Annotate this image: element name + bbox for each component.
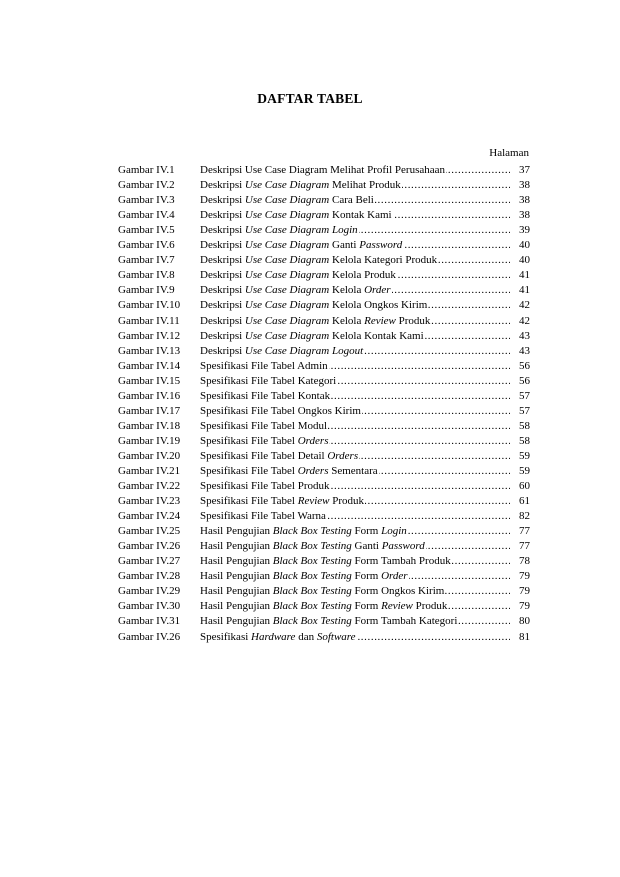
entry-text-segment: Form Tambah Produk — [351, 555, 451, 568]
list-item — [118, 358, 530, 373]
list-item — [118, 222, 530, 237]
entry-description — [200, 284, 510, 297]
entry-text-segment: Orders — [297, 434, 329, 447]
entry-page-number: 40 — [510, 254, 530, 267]
entry-description — [200, 179, 510, 192]
list-item — [118, 418, 530, 433]
list-item — [118, 282, 530, 297]
entry-label: Gambar IV.4 — [118, 209, 175, 222]
entry-text-segment: Hardware — [251, 630, 296, 643]
entry-page-number: 58 — [510, 435, 530, 448]
entry-label: Gambar IV.11 — [118, 314, 180, 327]
table-list — [118, 162, 530, 644]
entry-text-segment: Black Box Testing — [272, 540, 352, 553]
entry-description — [200, 330, 510, 343]
entry-description — [200, 269, 510, 282]
entry-text-segment: Spesifikasi — [200, 630, 252, 643]
entry-text-segment: Black Box Testing — [272, 585, 352, 598]
page-title: DAFTAR TABEL — [257, 91, 363, 106]
entry-description — [200, 299, 510, 312]
entry-text-segment: Kelola Kategori Produk — [329, 254, 438, 267]
entry-text-segment: Password — [381, 540, 425, 553]
entry-label: Gambar IV.7 — [118, 254, 175, 267]
entry-text-segment: Spesifikasi File Tabel Kategori — [200, 374, 337, 387]
entry-text-segment: Black Box Testing — [272, 555, 352, 568]
entry-label: Gambar IV.6 — [118, 239, 175, 252]
entry-text-segment: Use Case Diagram — [244, 314, 330, 327]
entry-text-segment: Deskripsi — [200, 269, 245, 282]
entry-text-segment: Kelola — [329, 284, 365, 297]
entry-label: Gambar IV.13 — [118, 344, 181, 357]
entry-page-number: 59 — [510, 465, 530, 478]
entry-label: Gambar IV.1 — [118, 164, 175, 177]
list-item — [118, 583, 530, 598]
list-item — [118, 207, 530, 222]
list-item — [118, 162, 530, 177]
entry-description — [200, 631, 510, 644]
entry-page-number: 56 — [510, 360, 530, 373]
entry-page-number: 43 — [510, 330, 530, 343]
entry-text-segment: Produk — [412, 600, 448, 613]
entry-description — [200, 450, 510, 463]
entry-text-segment: Deskripsi — [200, 209, 245, 222]
entry-page-number: 41 — [510, 284, 530, 297]
entry-description — [200, 405, 510, 418]
entry-text-segment: Cara Beli — [329, 194, 374, 207]
entry-text-segment: Melihat Produk — [329, 179, 401, 192]
entry-page-number: 38 — [510, 179, 530, 192]
entry-text-segment: Password — [359, 239, 403, 252]
entry-text-segment: Spesifikasi File Tabel Admin — [200, 359, 328, 372]
entry-text-segment: Use Case Diagram Logout — [244, 344, 364, 357]
entry-page-number: 42 — [510, 299, 530, 312]
list-item — [118, 328, 530, 343]
entry-page-number: 78 — [510, 555, 530, 568]
entry-text-segment: Hasil Pengujian — [200, 600, 273, 613]
entry-description — [200, 570, 510, 583]
entry-description — [200, 495, 510, 508]
list-item — [118, 568, 530, 583]
list-item — [118, 297, 530, 312]
entry-label: Gambar IV.26 — [118, 540, 181, 553]
list-item — [118, 373, 530, 388]
page-column-header: Halaman — [489, 147, 529, 159]
list-item — [118, 508, 530, 523]
entry-text-segment: Deskripsi — [200, 314, 245, 327]
entry-description — [200, 420, 510, 433]
entry-text-segment: Kontak Kami — [329, 209, 392, 222]
entry-label: Gambar IV.30 — [118, 600, 181, 613]
entry-text-segment: Black Box Testing — [272, 525, 352, 538]
entry-page-number: 37 — [510, 164, 530, 177]
entry-label: Gambar IV.8 — [118, 269, 175, 282]
entry-text-segment: Use Case Diagram — [244, 329, 330, 342]
entry-label: Gambar IV.19 — [118, 434, 181, 447]
entry-description — [200, 224, 510, 237]
entry-text-segment: Review — [297, 495, 330, 508]
entry-description — [200, 164, 510, 177]
entry-text-segment: Use Case Diagram — [244, 269, 330, 282]
entry-label: Gambar IV.23 — [118, 495, 181, 508]
entry-description — [200, 345, 510, 358]
entry-page-number: 39 — [510, 224, 530, 237]
entry-description — [200, 254, 510, 267]
entry-text-segment: Deskripsi — [200, 239, 245, 252]
entry-page-number: 58 — [510, 420, 530, 433]
entry-page-number: 61 — [510, 495, 530, 508]
entry-text-segment: Hasil Pengujian — [200, 540, 273, 553]
entry-text-segment: Produk — [329, 495, 365, 508]
entry-description — [200, 480, 510, 493]
entry-label: Gambar IV.14 — [118, 359, 181, 372]
entry-label: Gambar IV.17 — [118, 404, 181, 417]
entry-page-number: 38 — [510, 209, 530, 222]
entry-label: Gambar IV.27 — [118, 555, 181, 568]
list-item — [118, 192, 530, 207]
entry-page-number: 59 — [510, 450, 530, 463]
entry-text-segment: Produk — [395, 314, 431, 327]
list-item — [118, 343, 530, 358]
list-item — [118, 433, 530, 448]
entry-text-segment: Form — [351, 570, 382, 583]
list-item — [118, 463, 530, 478]
entry-text-segment: Use Case Diagram — [244, 239, 330, 252]
entry-text-segment: Orders — [297, 464, 329, 477]
entry-page-number: 42 — [510, 315, 530, 328]
entry-description — [200, 209, 510, 222]
entry-text-segment: Review — [381, 600, 413, 613]
list-item — [118, 252, 530, 267]
list-item — [118, 553, 530, 568]
entry-text-segment: Deskripsi — [200, 194, 245, 207]
entry-description — [200, 615, 510, 628]
entry-text-segment: Deskripsi — [200, 344, 245, 357]
entry-text-segment: Black Box Testing — [272, 570, 352, 583]
entry-label: Gambar IV.28 — [118, 570, 181, 583]
list-item — [118, 177, 530, 192]
entry-description — [200, 239, 510, 252]
entry-label: Gambar IV.10 — [118, 299, 181, 312]
entry-text-segment: Black Box Testing — [272, 600, 352, 613]
entry-text-segment: Deskripsi — [200, 254, 245, 267]
entry-text-segment: Use Case Diagram — [244, 179, 330, 192]
entry-text-segment: Spesifikasi File Tabel — [200, 495, 298, 508]
entry-description — [200, 315, 510, 328]
list-item — [118, 493, 530, 508]
entry-text-segment: Spesifikasi File Tabel Kontak — [200, 389, 331, 402]
entry-page-number: 43 — [510, 345, 530, 358]
entry-text-segment: Deskripsi — [200, 329, 245, 342]
entry-page-number: 57 — [510, 390, 530, 403]
entry-description — [200, 540, 510, 553]
entry-page-number: 77 — [510, 525, 530, 538]
entry-text-segment: Deskripsi Use Case Diagram Melihat Profil Perusahaan — [200, 164, 445, 177]
entry-label: Gambar IV.3 — [118, 194, 175, 207]
entry-label: Gambar IV.9 — [118, 284, 175, 297]
entry-page-number: 79 — [510, 585, 530, 598]
list-item — [118, 312, 530, 327]
entry-text-segment: Hasil Pengujian — [200, 570, 273, 583]
entry-description — [200, 510, 510, 523]
entry-label: Gambar IV.5 — [118, 224, 175, 237]
entry-text-segment: Hasil Pengujian — [200, 555, 273, 568]
entry-text-segment: Use Case Diagram — [244, 299, 330, 312]
entry-text-segment: Hasil Pengujian — [200, 615, 273, 628]
entry-text-segment: Hasil Pengujian — [200, 525, 273, 538]
list-item — [118, 538, 530, 553]
entry-text-segment: Use Case Diagram — [244, 254, 330, 267]
entry-text-segment: Form Ongkos Kirim — [351, 585, 445, 598]
entry-page-number: 38 — [510, 194, 530, 207]
entry-text-segment: Spesifikasi File Tabel — [200, 464, 298, 477]
entry-text-segment: Spesifikasi File Tabel Produk — [200, 480, 330, 493]
entry-description — [200, 435, 510, 448]
list-item — [118, 403, 530, 418]
entry-text-segment: Form Tambah Kategori — [351, 615, 458, 628]
entry-label: Gambar IV.22 — [118, 480, 181, 493]
entry-text-segment: Form — [351, 600, 382, 613]
entry-label: Gambar IV.24 — [118, 510, 181, 523]
entry-text-segment: Deskripsi — [200, 284, 245, 297]
entry-text-segment: Hasil Pengujian — [200, 585, 273, 598]
entry-text-segment: Kelola Ongkos Kirim — [329, 299, 428, 312]
entry-page-number: 57 — [510, 405, 530, 418]
entry-text-segment: Spesifikasi File Tabel — [200, 434, 298, 447]
entry-text-segment: Orders — [327, 449, 359, 462]
entry-text-segment: Form — [351, 525, 382, 538]
entry-page-number: 79 — [510, 570, 530, 583]
entry-text-segment: Deskripsi — [200, 179, 245, 192]
entry-description — [200, 555, 510, 568]
entry-label: Gambar IV.2 — [118, 179, 175, 192]
entry-label: Gambar IV.25 — [118, 525, 181, 538]
list-item — [118, 628, 530, 643]
list-item — [118, 613, 530, 628]
entry-page-number: 41 — [510, 269, 530, 282]
entry-description — [200, 465, 510, 478]
entry-page-number: 40 — [510, 239, 530, 252]
list-item — [118, 478, 530, 493]
entry-text-segment: Ganti — [351, 540, 382, 553]
entry-text-segment: Login — [381, 525, 407, 538]
entry-label: Gambar IV.31 — [118, 615, 181, 628]
entry-label: Gambar IV.16 — [118, 389, 181, 402]
entry-label: Gambar IV.15 — [118, 374, 181, 387]
list-item — [118, 267, 530, 282]
entry-text-segment: Kelola — [329, 314, 365, 327]
entry-description — [200, 390, 510, 403]
entry-label: Gambar IV.20 — [118, 449, 181, 462]
entry-page-number: 60 — [510, 480, 530, 493]
entry-text-segment: Kelola Produk — [329, 269, 396, 282]
entry-text-segment: Deskripsi — [200, 224, 245, 237]
list-item — [118, 598, 530, 613]
entry-text-segment: Spesifikasi File Tabel Warna — [200, 510, 326, 523]
list-item — [118, 448, 530, 463]
entry-label: Gambar IV.12 — [118, 329, 181, 342]
entry-text-segment: Order — [364, 284, 391, 297]
list-item — [118, 237, 530, 252]
entry-text-segment: Deskripsi — [200, 299, 245, 312]
entry-text-segment: Spesifikasi File Tabel Modul — [200, 419, 328, 432]
entry-text-segment: Software — [316, 630, 356, 643]
entry-text-segment: dan — [295, 630, 317, 643]
entry-description — [200, 360, 510, 373]
entry-text-segment: Order — [381, 570, 408, 583]
entry-description — [200, 194, 510, 207]
entry-page-number: 77 — [510, 540, 530, 553]
entry-text-segment: Spesifikasi File Tabel Ongkos Kirim — [200, 404, 361, 417]
entry-page-number: 79 — [510, 600, 530, 613]
entry-text-segment: Review — [364, 314, 396, 327]
entry-text-segment: Sementara — [328, 464, 378, 477]
entry-label: Gambar IV.21 — [118, 464, 181, 477]
entry-description — [200, 525, 510, 538]
entry-text-segment: Ganti — [329, 239, 360, 252]
entry-page-number: 81 — [510, 631, 530, 644]
entry-page-number: 80 — [510, 615, 530, 628]
entry-text-segment: Use Case Diagram — [244, 194, 330, 207]
entry-text-segment: Spesifikasi File Tabel Detail — [200, 449, 328, 462]
entry-description — [200, 375, 510, 388]
entry-description — [200, 600, 510, 613]
entry-page-number: 82 — [510, 510, 530, 523]
entry-text-segment: Use Case Diagram — [244, 209, 330, 222]
entry-page-number: 56 — [510, 375, 530, 388]
entry-label: Gambar IV.26 — [118, 630, 181, 643]
list-item — [118, 523, 530, 538]
entry-label: Gambar IV.29 — [118, 585, 181, 598]
entry-description — [200, 585, 510, 598]
list-item — [118, 388, 530, 403]
entry-text-segment: Kelola Kontak Kami — [329, 329, 424, 342]
entry-text-segment: Black Box Testing — [272, 615, 352, 628]
entry-text-segment: Use Case Diagram Login — [244, 224, 358, 237]
entry-label: Gambar IV.18 — [118, 419, 181, 432]
entry-text-segment: Use Case Diagram — [244, 284, 330, 297]
